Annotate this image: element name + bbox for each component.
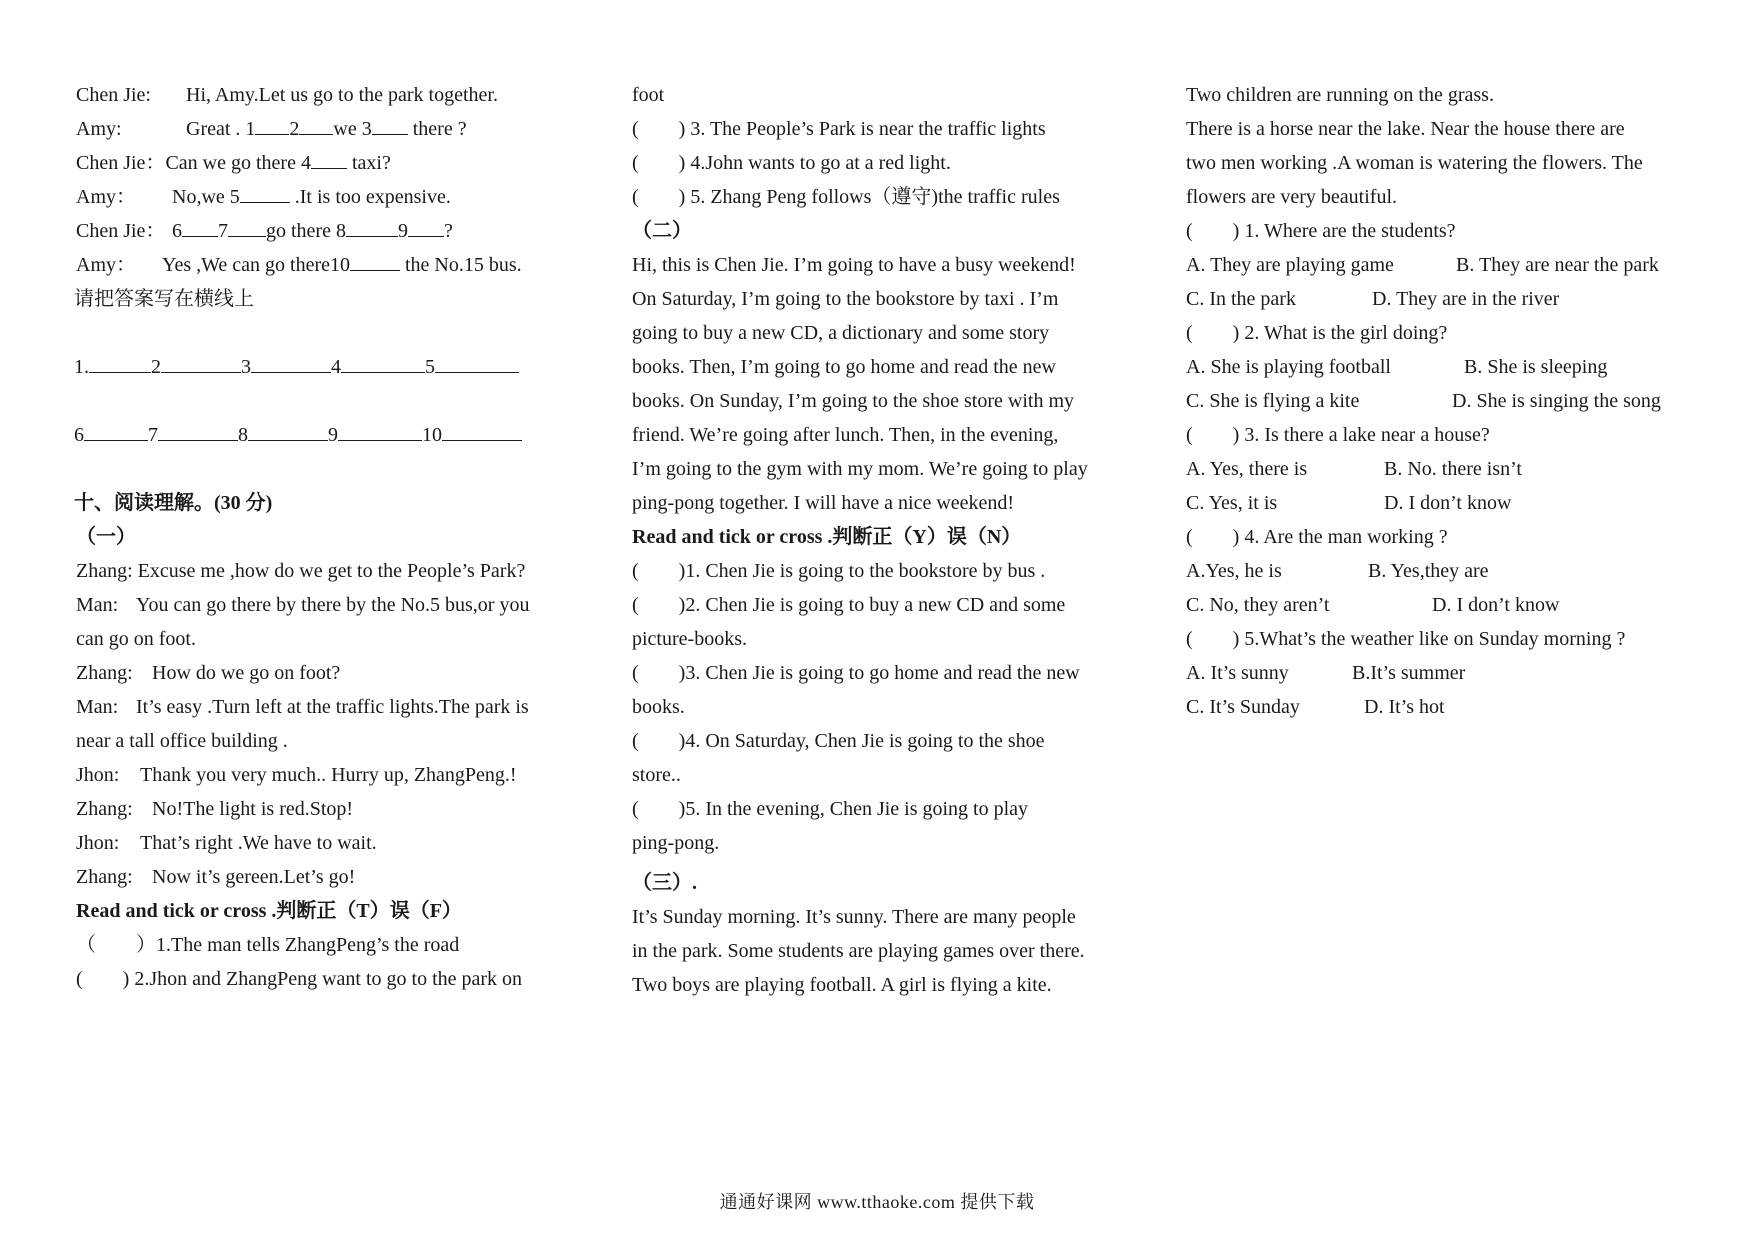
answer-blank[interactable]: [255, 114, 289, 135]
dialogue-text: taxi?: [346, 152, 391, 174]
part-label: （二）: [632, 220, 692, 242]
reading-text: That’s right .We have to wait.: [140, 832, 377, 854]
speaker: Zhang:: [76, 866, 133, 888]
answer-number: 7: [148, 424, 158, 446]
dialogue-line-4: [76, 180, 596, 214]
column-left: [76, 78, 596, 996]
dialogue-text: .It is too expensive.: [289, 186, 451, 208]
option-row: [1186, 690, 1696, 724]
part-label: （一）: [76, 526, 136, 548]
speaker: Chen Jie：: [76, 220, 166, 242]
answer-blank[interactable]: [346, 216, 398, 237]
passage-line: Two boys are playing football. A girl is flying a kite.: [632, 974, 1052, 996]
option[interactable]: C. She is flying a kite: [1186, 390, 1360, 412]
answer-blank[interactable]: [161, 352, 241, 373]
speaker: Man:: [76, 696, 119, 718]
answer-blank[interactable]: [372, 114, 408, 135]
option[interactable]: B. She is sleeping: [1464, 356, 1608, 378]
dialogue-line-6: [76, 248, 596, 282]
tf-title: Read and tick or cross .判断正（T）误（F）: [76, 900, 462, 922]
answer-number: 3: [241, 356, 251, 378]
dialogue-text: Yes ,We can go there10: [162, 254, 350, 276]
dialogue-text: there ?: [407, 118, 467, 140]
tf-item-cont: ping-pong.: [632, 832, 720, 854]
option[interactable]: D. They are in the river: [1372, 288, 1560, 310]
reading-line: [76, 724, 596, 758]
passage-line: Hi, this is Chen Jie. I’m going to have a busy weekend!: [632, 254, 1076, 276]
dialogue-line-5: [76, 214, 596, 248]
option[interactable]: C. In the park: [1186, 288, 1296, 310]
dialogue-line-1: [76, 78, 596, 112]
answer-number: 10: [422, 424, 442, 446]
tf-item: （ ）1.The man tells ZhangPeng’s the road: [76, 934, 460, 956]
dialogue-text: Hi, Amy.Let us go to the park together.: [186, 84, 498, 106]
section-title: 十、阅读理解。(30 分): [74, 492, 273, 514]
option[interactable]: C. It’s Sunday: [1186, 696, 1300, 718]
question: ( ) 1. Where are the students?: [1186, 220, 1456, 242]
passage-line: flowers are very beautiful.: [1186, 186, 1398, 208]
option[interactable]: D. She is singing the song: [1452, 390, 1661, 412]
answer-blank[interactable]: [248, 420, 328, 441]
dialogue-text: No,we 5: [172, 186, 240, 208]
reading-text: Excuse me ,how do we get to the People’s Park?: [137, 560, 526, 582]
answer-blank[interactable]: [84, 420, 148, 441]
answer-blank[interactable]: [311, 148, 347, 169]
answer-number: 9: [328, 424, 338, 446]
option-row: [1186, 248, 1696, 282]
passage-line: books. Then, I’m going to go home and read the new: [632, 356, 1056, 378]
speaker: Amy：: [76, 254, 136, 276]
dialogue-text: go there 8: [266, 220, 346, 242]
passage-line: friend. We’re going after lunch. Then, in the evening,: [632, 424, 1059, 446]
reading-text: near a tall office building .: [76, 730, 288, 752]
passage-line: It’s Sunday morning. It’s sunny. There are many people: [632, 906, 1076, 928]
passage-line: going to buy a new CD, a dictionary and some story: [632, 322, 1050, 344]
passage-line: Two children are running on the grass.: [1186, 84, 1494, 106]
reading-text: It’s easy .Turn left at the traffic lights.The park is: [136, 696, 529, 718]
question: ( ) 2. What is the girl doing?: [1186, 322, 1448, 344]
reading-text: Now it’s gereen.Let’s go!: [152, 866, 356, 888]
reading-line: [76, 792, 596, 826]
answer-blank[interactable]: [350, 250, 400, 271]
question: ( ) 5.What’s the weather like on Sunday morning ?: [1186, 628, 1626, 650]
option[interactable]: D. I don’t know: [1432, 594, 1560, 616]
answer-blank[interactable]: [182, 216, 218, 237]
answer-blank[interactable]: [228, 216, 266, 237]
answer-blank[interactable]: [341, 352, 425, 373]
option-row: [1186, 350, 1696, 384]
answer-blank[interactable]: [158, 420, 238, 441]
answer-blank[interactable]: [338, 420, 422, 441]
text-line: foot: [632, 84, 665, 106]
dialogue-text: Can we go there 4: [165, 152, 311, 174]
speaker: Zhang:: [76, 662, 133, 684]
answer-row-1: [74, 350, 596, 384]
speaker: Chen Jie：: [76, 152, 166, 174]
answer-number: 5: [425, 356, 435, 378]
answer-number: 8: [238, 424, 248, 446]
option-row: [1186, 656, 1696, 690]
tf-item: ( )2. Chen Jie is going to buy a new CD and some: [632, 594, 1066, 616]
reading-line: [76, 622, 596, 656]
option[interactable]: A.Yes, he is: [1186, 560, 1282, 582]
reading-line: [76, 690, 596, 724]
answer-blank[interactable]: [435, 352, 519, 373]
tf-item: ( ) 4.John wants to go at a red light.: [632, 152, 951, 174]
dialogue-text: we 3: [333, 118, 372, 140]
instruction: 请把答案写在横线上: [74, 288, 254, 310]
speaker: Jhon:: [76, 832, 120, 854]
reading-text: No!The light is red.Stop!: [152, 798, 354, 820]
option[interactable]: A. It’s sunny: [1186, 662, 1289, 684]
passage-line: There is a horse near the lake. Near the house there are: [1186, 118, 1625, 140]
dialogue-line-2: [76, 112, 596, 146]
dialogue-text: 9: [397, 220, 408, 242]
answer-number: 2: [151, 356, 161, 378]
tf-item: ( )5. In the evening, Chen Jie is going to play: [632, 798, 1029, 820]
reading-text: You can go there by there by the No.5 bus,or you: [136, 594, 530, 616]
speaker: Zhang:: [76, 798, 133, 820]
option[interactable]: B.It’s summer: [1352, 662, 1466, 684]
option-row: [1186, 282, 1696, 316]
dialogue-text: Great . 1: [186, 118, 256, 140]
part-label: （三）.: [632, 872, 697, 894]
answer-blank[interactable]: [442, 420, 522, 441]
reading-text: Thank you very much.. Hurry up, ZhangPeng.!: [140, 764, 517, 786]
option[interactable]: D. It’s hot: [1364, 696, 1445, 718]
dialogue-text: 6: [172, 220, 182, 242]
reading-line: [76, 860, 596, 894]
speaker: Man:: [76, 594, 119, 616]
passage-line: ping-pong together. I will have a nice weekend!: [632, 492, 1015, 514]
option-row: [1186, 554, 1696, 588]
answer-number: 6: [74, 424, 84, 446]
option[interactable]: D. I don’t know: [1384, 492, 1512, 514]
option-row: [1186, 588, 1696, 622]
passage-line: books. On Sunday, I’m going to the shoe store with my: [632, 390, 1075, 412]
tf-item: ( )4. On Saturday, Chen Jie is going to the shoe: [632, 730, 1045, 752]
speaker: Zhang:: [76, 560, 133, 582]
tf-item: ( ) 3. The People’s Park is near the traffic lights: [632, 118, 1046, 140]
answer-blank[interactable]: [240, 182, 290, 203]
option[interactable]: B. No. there isn’t: [1384, 458, 1522, 480]
answer-number: 4: [331, 356, 341, 378]
question: ( ) 4. Are the man working ?: [1186, 526, 1448, 548]
option-row: [1186, 452, 1696, 486]
option[interactable]: C. No, they aren’t: [1186, 594, 1330, 616]
column-right: [1186, 78, 1696, 724]
reading-text: can go on foot.: [76, 628, 196, 650]
answer-blank[interactable]: [89, 352, 151, 373]
passage-line: in the park. Some students are playing games over there.: [632, 940, 1085, 962]
option[interactable]: C. Yes, it is: [1186, 492, 1278, 514]
answer-blank[interactable]: [408, 216, 444, 237]
tf-item-cont: store..: [632, 764, 681, 786]
question: ( ) 3. Is there a lake near a house?: [1186, 424, 1490, 446]
tf-title: Read and tick or cross .判断正（Y）误（N）: [632, 526, 1022, 548]
tf-item: ( ) 5. Zhang Peng follows（遵守)the traffic rules: [632, 186, 1060, 208]
option[interactable]: A. She is playing football: [1186, 356, 1391, 378]
reading-line: [76, 758, 596, 792]
speaker: Chen Jie:: [76, 84, 151, 106]
dialogue-text: the No.15 bus.: [399, 254, 522, 276]
option-row: [1186, 486, 1696, 520]
tf-item: ( )1. Chen Jie is going to the bookstore by bus .: [632, 560, 1046, 582]
tf-item: ( )3. Chen Jie is going to go home and read the new: [632, 662, 1080, 684]
option[interactable]: B. They are near the park: [1456, 254, 1659, 276]
answer-blank[interactable]: [251, 352, 331, 373]
answer-blank[interactable]: [299, 114, 333, 135]
tf-item: ( ) 2.Jhon and ZhangPeng want to go to the park on: [76, 968, 523, 990]
dialogue-text: 7: [218, 220, 228, 242]
column-middle: [632, 78, 1142, 1002]
passage-line: I’m going to the gym with my mom. We’re going to play: [632, 458, 1088, 480]
passage-line: two men working .A woman is watering the flowers. The: [1186, 152, 1643, 174]
option-row: [1186, 384, 1696, 418]
answer-row-2: [74, 418, 596, 452]
tf-item-cont: picture-books.: [632, 628, 747, 650]
reading-line: [76, 588, 596, 622]
speaker: Amy:: [76, 118, 122, 140]
passage-line: On Saturday, I’m going to the bookstore by taxi . I’m: [632, 288, 1059, 310]
speaker: Amy：: [76, 186, 136, 208]
dialogue-text: ?: [443, 220, 453, 242]
option[interactable]: B. Yes,they are: [1368, 560, 1489, 582]
reading-text: How do we go on foot?: [152, 662, 341, 684]
reading-line: [76, 554, 596, 588]
option[interactable]: A. They are playing game: [1186, 254, 1394, 276]
tf-item-cont: books.: [632, 696, 685, 718]
dialogue-line-3: [76, 146, 596, 180]
reading-line: [76, 656, 596, 690]
reading-line: [76, 826, 596, 860]
footer-credit: 通通好课网 www.tthaoke.com 提供下载: [719, 1192, 1035, 1212]
answer-number: 1.: [74, 356, 89, 378]
dialogue-text: 2: [289, 118, 300, 140]
speaker: Jhon:: [76, 764, 120, 786]
option[interactable]: A. Yes, there is: [1186, 458, 1308, 480]
